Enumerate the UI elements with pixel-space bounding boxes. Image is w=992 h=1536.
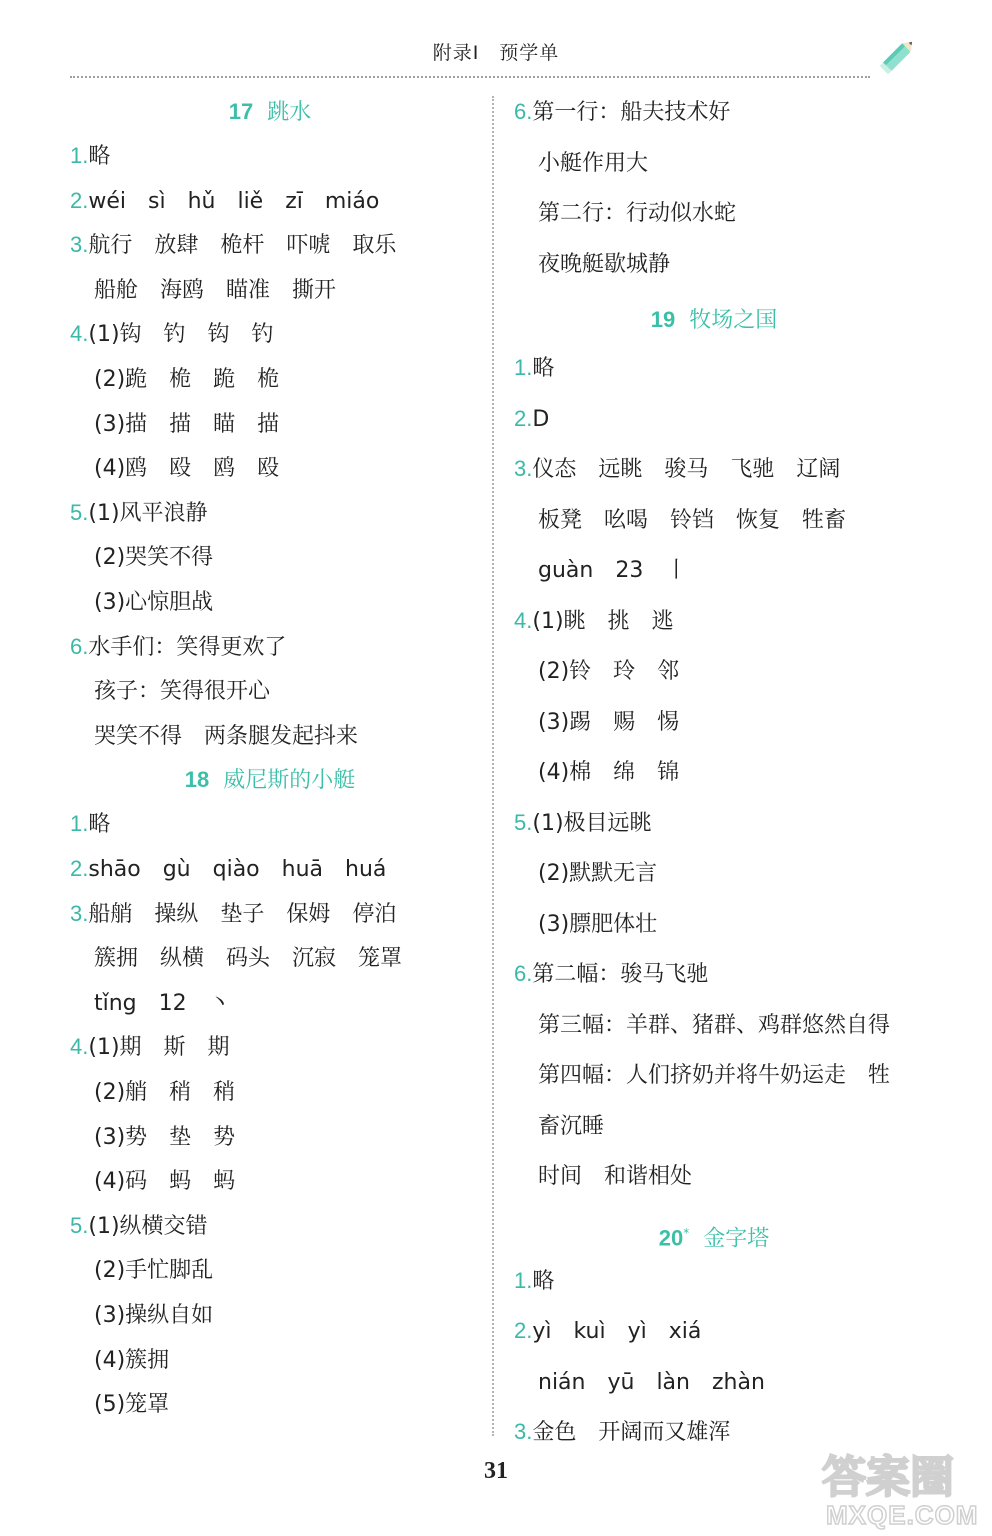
answer-line (538, 859, 657, 888)
answer-line (538, 910, 657, 939)
question-number: 3. (70, 232, 89, 258)
answer-text: (1)钩 钓 钩 钓 (88, 322, 274, 348)
answer-line (94, 410, 279, 439)
answer-line (514, 1317, 701, 1346)
answer-text: (1)极目远眺 (532, 810, 652, 836)
answer-line (538, 1011, 890, 1040)
question-number: 2. (514, 405, 533, 431)
answer-line (94, 1123, 235, 1152)
answer-text: (4)棉 绵 锦 (538, 760, 680, 785)
answer-text: (3)操纵自如 (94, 1303, 214, 1328)
answer-line (514, 1267, 554, 1296)
answer-line (70, 1212, 208, 1241)
question-number: 3. (514, 456, 533, 481)
answer-line (538, 556, 687, 585)
answer-line (538, 1162, 692, 1191)
answer-line (538, 250, 670, 279)
answer-text: (3)踢 赐 惕 (538, 709, 680, 735)
section-title: 威尼斯的小艇 (223, 768, 356, 794)
answer-line (94, 1390, 169, 1419)
answer-text: (5)笼罩 (94, 1392, 170, 1418)
answer-text: 小艇作用大 (538, 150, 649, 176)
answer-text: 船舱 海鸥 瞄准 撕开 (94, 277, 337, 303)
section-heading (70, 98, 470, 127)
question-number: 4. (70, 321, 89, 347)
answer-line (514, 405, 549, 434)
answer-line (538, 657, 679, 686)
answer-text: yì kuì yì xiá (532, 1319, 702, 1344)
answer-text: 仪态 远眺 骏马 飞驰 辽阔 (532, 457, 841, 482)
section-title: 牧场之国 (689, 308, 778, 333)
answer-line (70, 320, 274, 349)
section-title: 金字塔 (703, 1225, 770, 1251)
answer-text: (3)心惊胆战 (94, 590, 214, 615)
question-number: 2. (70, 856, 89, 881)
question-number: 1. (514, 1267, 533, 1293)
answer-text: (2)艄 稍 稍 (94, 1080, 236, 1105)
answer-line (538, 1112, 604, 1141)
answer-line (70, 900, 396, 929)
question-number: 4. (514, 607, 533, 633)
answer-text: (2)跪 桅 跪 桅 (94, 367, 280, 392)
answer-text: 略 (532, 1268, 555, 1294)
answer-line (538, 1368, 765, 1397)
section-number: 19 (650, 307, 676, 332)
answer-text: (4)码 蚂 蚂 (94, 1169, 236, 1195)
section-title: 跳水 (267, 100, 312, 125)
answer-text: tǐng 12 丶 (94, 990, 231, 1016)
answer-text: 第一行：船夫技术好 (532, 100, 731, 125)
section-number: 20 (658, 1224, 684, 1250)
question-number: 4. (70, 1034, 89, 1060)
answer-line (538, 149, 648, 178)
header-divider (70, 76, 870, 78)
question-number: 3. (70, 900, 89, 926)
answer-text: 哭笑不得 两条腿发起抖来 (94, 723, 359, 749)
question-number: 3. (514, 1419, 533, 1444)
answer-text: (4)鸥 殴 鸥 殴 (94, 456, 280, 482)
answer-text: (3)膘肥体壮 (538, 911, 658, 937)
answer-text: 水手们：笑得更欢了 (88, 634, 287, 660)
answer-line (70, 187, 379, 216)
answer-text: 畜沉睡 (538, 1113, 605, 1139)
watermark-text: 答案圈 (822, 1452, 954, 1503)
answer-line (70, 1033, 230, 1062)
column-divider (492, 96, 494, 1436)
answer-line (94, 989, 231, 1018)
answer-text: 船艄 操纵 垫子 保姆 停泊 (88, 901, 397, 927)
answer-text: (1)纵横交错 (88, 1213, 208, 1239)
answer-text: D (532, 406, 550, 432)
answer-line (94, 276, 336, 305)
answer-line (70, 499, 208, 528)
answer-text: shāo gù qiào huā huá (88, 857, 387, 882)
answer-line (94, 1346, 169, 1375)
answer-text: 略 (88, 812, 111, 838)
answer-line (514, 354, 554, 383)
answer-line (70, 810, 110, 839)
watermark-logo (812, 1440, 982, 1530)
answer-text: 夜晚艇歇城静 (538, 251, 671, 277)
question-number: 5. (70, 499, 89, 525)
answer-text: (2)铃 玲 邻 (538, 659, 680, 684)
answer-line (94, 944, 402, 973)
section-number: 18 (184, 767, 210, 793)
answer-line (514, 809, 652, 838)
answer-line (538, 758, 679, 787)
answer-line (538, 1061, 890, 1090)
question-number: 6. (514, 961, 533, 986)
answer-line (514, 960, 708, 989)
answer-text: 孩子：笑得很开心 (94, 679, 271, 705)
answer-line (514, 455, 840, 484)
answer-line (538, 506, 846, 535)
answer-line (514, 607, 674, 636)
answer-line (70, 633, 286, 662)
answer-text: (1)期 斯 期 (88, 1035, 230, 1061)
answer-text: 略 (88, 144, 111, 169)
watermark-sub: MXQE.COM (826, 1500, 979, 1530)
answer-text: 第四幅：人们挤奶并将牛奶运走 牲 (538, 1063, 891, 1088)
answer-line (70, 142, 110, 171)
answer-line (94, 1167, 235, 1196)
answer-text: (3)描 描 瞄 描 (94, 411, 280, 437)
question-number: 1. (70, 811, 89, 837)
answer-text: guàn 23 丨 (538, 558, 688, 583)
answer-text: 金色 开阔而又雄浑 (532, 1420, 731, 1445)
answer-text: 第三幅：羊群、猪群、鸡群悠然自得 (538, 1012, 891, 1038)
question-number: 1. (70, 143, 89, 168)
section-heading (514, 1219, 914, 1253)
answer-text: (2)默默无言 (538, 861, 658, 886)
answer-line (94, 454, 279, 483)
section-heading (70, 766, 470, 795)
answer-line (94, 1078, 235, 1107)
question-number: 2. (514, 1318, 533, 1343)
answer-line (514, 98, 730, 127)
question-number: 2. (70, 187, 89, 213)
answer-text: wéi sì hǔ liě zī miáo (88, 188, 380, 214)
answer-text: (2)哭笑不得 (94, 545, 214, 571)
question-number: 6. (70, 633, 89, 659)
answer-line (94, 1301, 213, 1330)
section-number-mark: * (683, 1225, 690, 1240)
question-number: 5. (514, 809, 533, 835)
answer-text: 第二行：行动似水蛇 (538, 201, 737, 226)
answer-line (94, 543, 213, 572)
answer-line (94, 1256, 213, 1285)
answer-line (538, 199, 736, 228)
answer-line (70, 855, 386, 884)
answer-text: 航行 放肆 桅杆 吓唬 取乐 (88, 233, 397, 259)
question-number: 5. (70, 1212, 89, 1238)
answer-text: (2)手忙脚乱 (94, 1258, 214, 1284)
answer-text: 簇拥 纵横 码头 沉寂 笼罩 (94, 946, 403, 972)
answer-line (514, 1418, 730, 1447)
answer-line (538, 708, 679, 737)
answer-text: 略 (532, 356, 555, 381)
answer-text: 第二幅：骏马飞驰 (532, 962, 709, 987)
page-number: 31 (484, 1458, 508, 1484)
answer-text: nián yū làn zhàn (538, 1369, 765, 1395)
answer-line (94, 677, 270, 706)
answer-text: 时间 和谐相处 (538, 1164, 693, 1189)
section-heading (514, 306, 914, 335)
answer-text: (3)势 垫 势 (94, 1124, 236, 1150)
page-header-title: 附录Ⅰ 预学单 (432, 42, 560, 64)
answer-line (94, 365, 279, 394)
question-number: 6. (514, 99, 533, 124)
answer-text: (1)眺 挑 逃 (532, 608, 674, 634)
question-number: 1. (514, 355, 533, 380)
answer-line (70, 231, 396, 260)
answer-text: (4)簇拥 (94, 1347, 170, 1373)
answer-text: 板凳 吆喝 铃铛 恢复 牲畜 (538, 507, 847, 533)
section-number: 17 (228, 99, 254, 124)
answer-text: (1)风平浪静 (88, 500, 208, 526)
answer-line (94, 722, 358, 751)
answer-line (94, 588, 213, 617)
pencil-icon (876, 34, 920, 78)
